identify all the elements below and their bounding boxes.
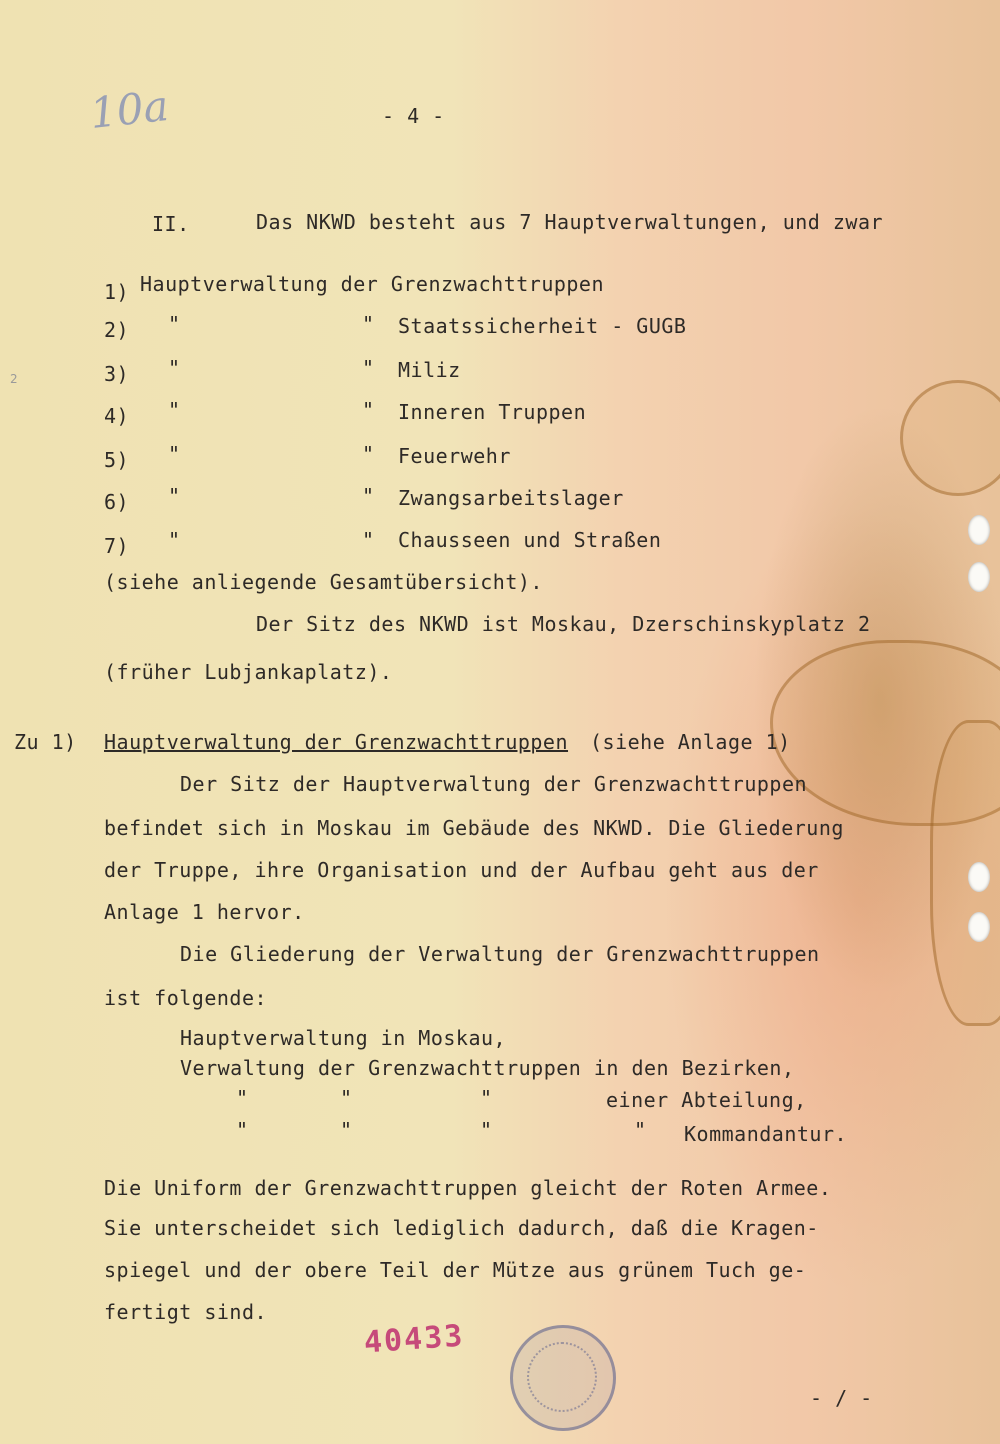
- heading-numeral: II.: [152, 212, 190, 236]
- archive-stamp-number: 40433: [362, 1318, 466, 1361]
- ditto-mark: ": [168, 398, 181, 422]
- paragraph-line: spiegel und der obere Teil der Mütze aus grünem Tuch ge-: [104, 1258, 807, 1282]
- paragraph-line: Die Uniform der Grenzwachttruppen gleicht der Roten Armee.: [104, 1176, 832, 1200]
- seat-line: (früher Lubjankaplatz).: [104, 660, 393, 684]
- section-title-reference: (siehe Anlage 1): [590, 730, 791, 754]
- ditto-mark: ": [362, 356, 375, 380]
- structure-line: Hauptverwaltung in Moskau,: [180, 1026, 507, 1050]
- ditto-mark: ": [168, 528, 181, 552]
- list-item-number: 3): [104, 362, 130, 386]
- ditto-mark: ": [362, 528, 375, 552]
- punch-hole: [968, 562, 990, 592]
- structure-line: Verwaltung der Grenzwachttruppen in den Bezirken,: [180, 1056, 795, 1080]
- ditto-mark: ": [340, 1118, 353, 1142]
- list-item-number: 4): [104, 404, 130, 428]
- ditto-mark: ": [168, 312, 181, 336]
- list-item-number: 2): [104, 318, 130, 342]
- list-item-number: 1): [104, 280, 130, 304]
- ditto-mark: ": [480, 1086, 493, 1110]
- seat-line: Der Sitz des NKWD ist Moskau, Dzerschinskyplatz 2: [256, 612, 871, 636]
- ditto-mark: ": [480, 1118, 493, 1142]
- list-item-text: Staatssicherheit - GUGB: [398, 314, 687, 338]
- punch-hole: [968, 515, 990, 545]
- list-note: (siehe anliegende Gesamtübersicht).: [104, 570, 543, 594]
- archive-seal: [510, 1325, 616, 1431]
- section-label: Zu 1): [14, 730, 77, 754]
- section-title: Hauptverwaltung der Grenzwachttruppen: [104, 730, 569, 754]
- ditto-mark: ": [362, 442, 375, 466]
- ditto-mark: ": [168, 442, 181, 466]
- punch-hole: [968, 912, 990, 942]
- ditto-mark: ": [236, 1086, 249, 1110]
- list-item-text: Chausseen und Straßen: [398, 528, 662, 552]
- list-item-text: Hauptverwaltung der Grenzwachttruppen: [140, 272, 605, 296]
- ditto-mark: ": [634, 1118, 647, 1142]
- ditto-mark: ": [168, 356, 181, 380]
- paragraph-line: ist folgende:: [104, 986, 268, 1010]
- list-item-text: Inneren Truppen: [398, 400, 587, 424]
- ditto-mark: ": [362, 312, 375, 336]
- list-item-number: 7): [104, 534, 130, 558]
- paragraph-line: Anlage 1 hervor.: [104, 900, 305, 924]
- ditto-mark: ": [340, 1086, 353, 1110]
- punch-hole: [968, 862, 990, 892]
- list-item-text: Zwangsarbeitslager: [398, 486, 624, 510]
- paragraph-line: Die Gliederung der Verwaltung der Grenzwachttruppen: [180, 942, 820, 966]
- ditto-mark: ": [236, 1118, 249, 1142]
- list-item-number: 6): [104, 490, 130, 514]
- page-number: - 4 -: [382, 104, 445, 128]
- paragraph-line: Der Sitz der Hauptverwaltung der Grenzwachttruppen: [180, 772, 808, 796]
- list-item-text: Miliz: [398, 358, 461, 382]
- water-stain: [900, 380, 1000, 496]
- handwritten-page-note: 10a: [87, 81, 171, 138]
- margin-mark: 2: [10, 372, 18, 386]
- list-item-number: 5): [104, 448, 130, 472]
- ditto-mark: ": [362, 484, 375, 508]
- paragraph-line: der Truppe, ihre Organisation und der Aufbau geht aus der: [104, 858, 819, 882]
- ditto-mark: ": [168, 484, 181, 508]
- paragraph-line: fertigt sind.: [104, 1300, 268, 1324]
- continuation-mark: - / -: [810, 1386, 873, 1410]
- structure-line: Kommandantur.: [684, 1122, 848, 1146]
- heading-text: Das NKWD besteht aus 7 Hauptverwaltungen, und zwar: [256, 210, 884, 234]
- list-item-text: Feuerwehr: [398, 444, 511, 468]
- paragraph-line: befindet sich in Moskau im Gebäude des NKWD. Die Gliederung: [104, 816, 844, 840]
- ditto-mark: ": [362, 398, 375, 422]
- paragraph-line: Sie unterscheidet sich lediglich dadurch, daß die Kragen-: [104, 1216, 819, 1240]
- structure-line: einer Abteilung,: [606, 1088, 807, 1112]
